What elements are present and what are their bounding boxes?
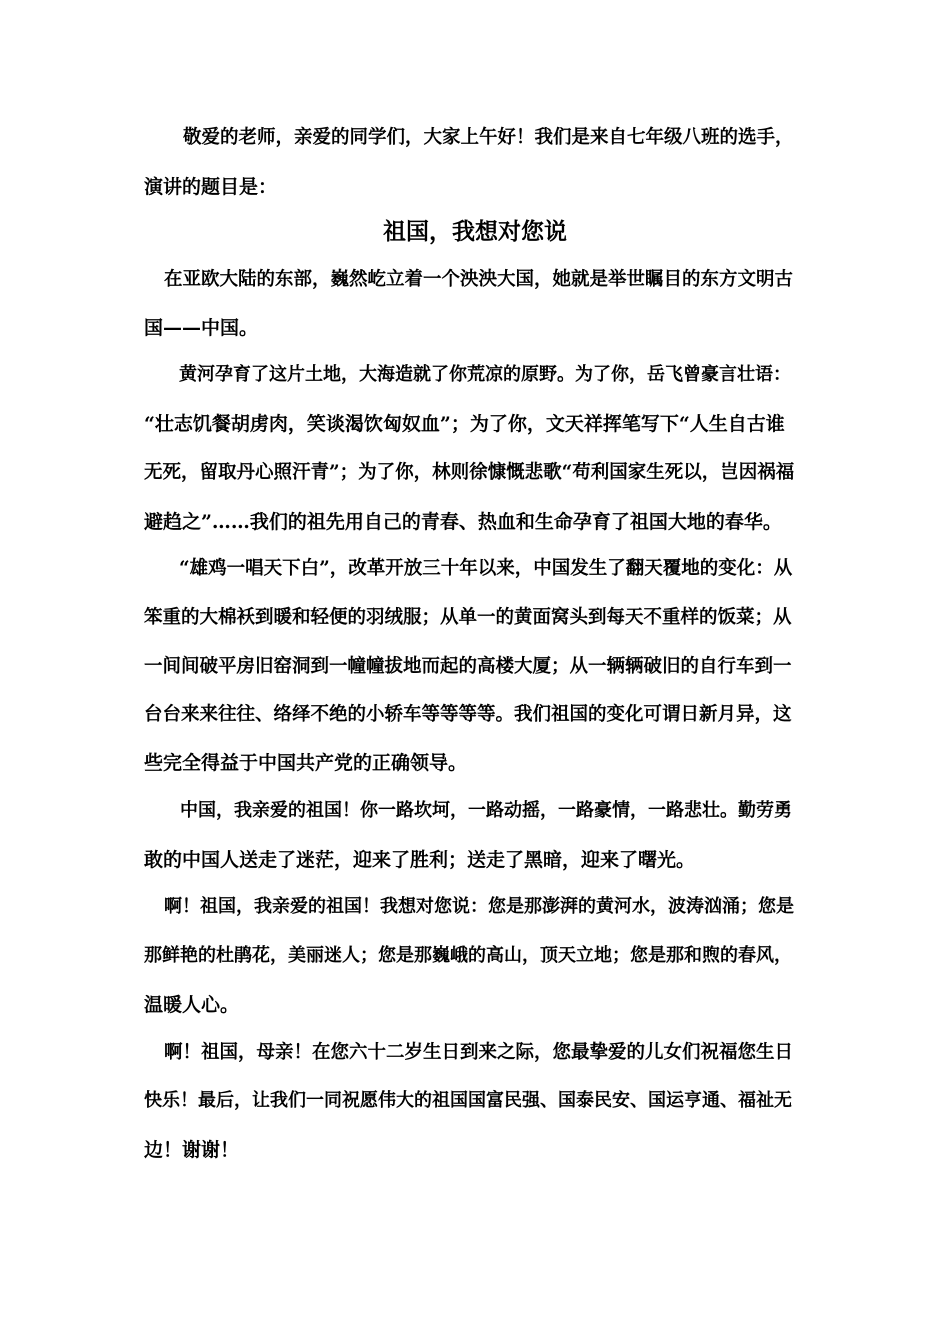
paragraph-2-line-1: 黄河孕育了这片土地，大海造就了你荒凉的原野。为了你，岳飞曾豪言壮语：	[179, 364, 791, 385]
paragraph-4-line-1: 中国，我亲爱的祖国！你一路坎坷，一路动摇，一路豪情，一路悲壮。勤劳勇	[180, 800, 792, 821]
paragraph-3-line-5: 些完全得益于中国共产党的正确领导。	[144, 752, 468, 774]
paragraph-6-line-2: 快乐！最后，让我们一同祝愿伟大的祖国国富民强、国泰民安、国运亨通、福祉无	[144, 1090, 792, 1111]
paragraph-5-line-3: 温暖人心。	[144, 994, 240, 1016]
paragraph-3-line-1: “雄鸡一唱天下白”，改革开放三十年以来，中国发生了翻天覆地的变化：从	[179, 558, 793, 579]
paragraph-1-line-2: 国——中国。	[144, 317, 259, 339]
paragraph-2-line-3: 无死，留取丹心照汗青”；为了你，林则徐慷慨悲歌“苟利国家生死以，岂因祸福	[144, 462, 795, 483]
paragraph-1-line-1: 在亚欧大陆的东部，巍然屹立着一个泱泱大国，她就是举世瞩目的东方文明古	[164, 269, 794, 290]
intro-line-1: 敬爱的老师，亲爱的同学们，大家上午好！我们是来自七年级八班的选手，	[183, 127, 794, 148]
paragraph-3-line-2: 笨重的大棉袄到暖和轻便的羽绒服；从单一的黄面窝头到每天不重样的饭菜；从	[144, 607, 792, 628]
paragraph-6-line-1: 啊！祖国，母亲！在您六十二岁生日到来之际，您最挚爱的儿女们祝福您生日	[164, 1042, 794, 1063]
paragraph-5-line-1: 啊！祖国，我亲爱的祖国！我想对您说：您是那澎湃的黄河水，波涛汹涌；您是	[164, 896, 794, 917]
paragraph-2-line-2: “壮志饥餐胡虏肉，笑谈渴饮匈奴血”；为了你，文天祥挥笔写下“人生自古谁	[144, 413, 785, 435]
paragraph-4-line-2: 敢的中国人送走了迷茫，迎来了胜利；送走了黑暗，迎来了曙光。	[144, 849, 696, 871]
paragraph-3-line-4: 台台来来往往、络绎不绝的小轿车等等等等。我们祖国的变化可谓日新月异，这	[144, 704, 792, 725]
paragraph-5-line-2: 那鲜艳的杜鹃花，美丽迷人；您是那巍峨的高山，顶天立地；您是那和煦的春风，	[144, 945, 792, 966]
document-title: 祖国，我想对您说	[383, 218, 567, 245]
intro-line-2: 演讲的题目是：	[144, 176, 278, 198]
paragraph-2-line-4: 避趋之”……我们的祖先用自己的青春、热血和生命孕育了祖国大地的春华。	[144, 511, 782, 533]
paragraph-3-line-3: 一间间破平房旧窑洞到一幢幢拔地而起的高楼大厦；从一辆辆破旧的自行车到一	[144, 656, 792, 677]
paragraph-6-line-3: 边！谢谢！	[144, 1139, 240, 1161]
